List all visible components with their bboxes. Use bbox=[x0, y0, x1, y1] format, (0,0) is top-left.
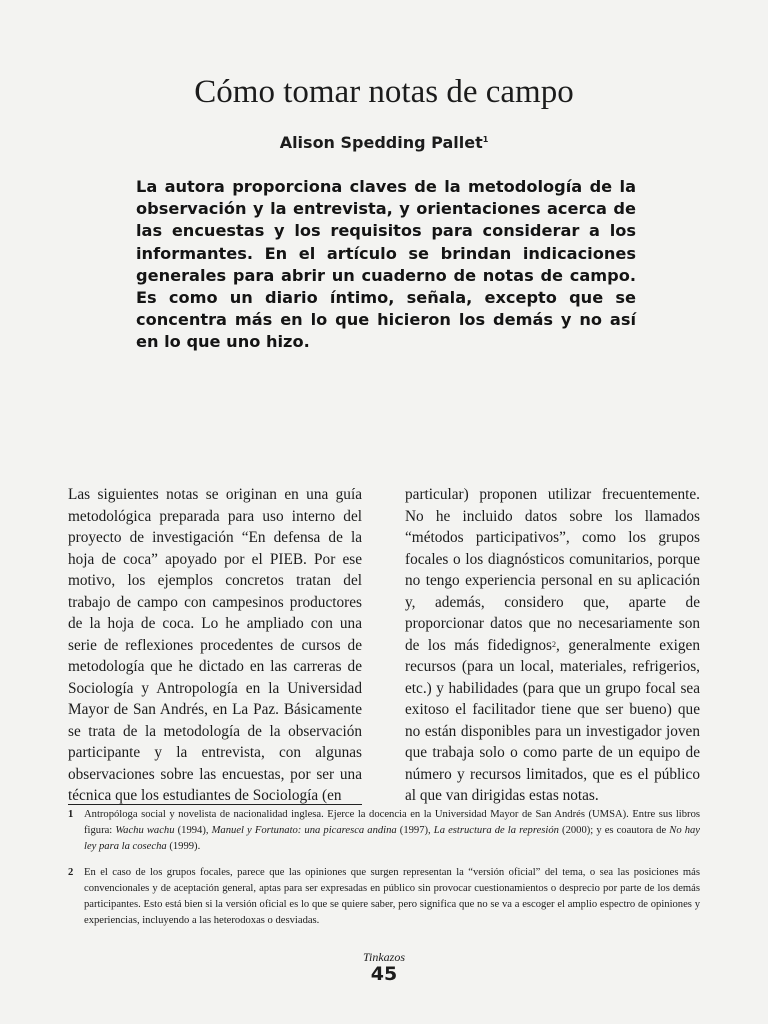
author-footnote-mark: 1 bbox=[482, 135, 489, 144]
footnote-segment: (2000); y es coautora de bbox=[558, 825, 670, 836]
book-title: La estructura de la represión bbox=[433, 825, 559, 836]
footnote-segment: (1994), bbox=[174, 825, 212, 836]
article-author bbox=[0, 133, 768, 152]
publication-name: Tinkazos bbox=[362, 950, 405, 964]
footnote-number: 1 bbox=[68, 809, 74, 820]
body-column-left: Las siguientes notas se originan en una guía metodológica preparada para uso interno del proyecto de investigación “En defensa de la hoja de coca” apoyado por el PIEB. Por ese motivo, los ejemplos concretos tratan del trabajo de campo con campesinos productores de la hoja de coca. Lo he ampliado con una serie de reflexiones procedentes de cursos de metodología que he dictado en las carreras de Sociología y Antropología en la Universidad Mayor de San Andrés, en La Paz. Básicamente se trata de la metodología de la observación participante y la entrevista, con algunas observaciones sobre las encuestas, por ser una técnica que los estudiantes de Sociología (en bbox=[68, 486, 362, 804]
page-number: 45 bbox=[370, 963, 398, 985]
article-abstract: La autora proporciona claves de la metodología de la observación y la entrevista, y orientaciones acerca de las encuestas y los requisitos para considerar a los informantes. En el artículo se brindan indicaciones generales para abrir un cuaderno de notas de campo. Es como un diario íntimo, señala, excepto que se concentra más en lo que hicieron los demás y no así en lo que uno hizo. bbox=[136, 177, 636, 352]
body-right-text-1: particular) proponen utilizar frecuentemente. No he incluido datos sobre los llamados “métodos participativos”, como los grupos focales o los diagnósticos comunitarios, porque no tengo experiencia personal en su aplicación y, además, considero que, aparte de proporcionar datos que no necesariamente son de los más fidedignos bbox=[405, 486, 700, 654]
footnotes bbox=[68, 807, 700, 939]
footnote-divider bbox=[68, 804, 362, 805]
body-right-text-2: , generalmente exigen recursos (para un local, materiales, refrigerios, etc.) y habilidades (para que un grupo focal sea exitoso el facilitador tiene que ser bueno) que no están disponibles para un investigador joven que trabaja solo o como parte de un equipo de número y recursos limitados, que es el público al que van dirigidas estas notas. bbox=[405, 636, 700, 804]
footnote-text: En el caso de los grupos focales, parece que las opiniones que surgen representan la “versión oficial” del tema, o sea las posiciones más convencionales y de aceptación general, aptas para ser expresadas en público sin provocar cuestionamientos o desprecio por parte de los demás participantes. Esto está bien si la versión oficial es lo que se quiere saber, pero significa que no se va a escoger el amplio espectro de opiniones y experiencias, incluyendo a las heterodoxas o desviadas. bbox=[84, 867, 700, 926]
footnote-number: 2 bbox=[68, 867, 74, 878]
body-column-right bbox=[405, 484, 700, 807]
book-title: No hay ley para la cosecha bbox=[84, 825, 700, 852]
article-title: Cómo tomar notas de campo bbox=[194, 74, 574, 110]
footnote-segment: Antropóloga social y novelista de nacionalidad inglesa. Ejerce la docencia en la Universidad Mayor de San Andrés (UMSA). Entre sus libros figura: bbox=[84, 809, 700, 836]
footnote-segment: (1997), bbox=[396, 825, 434, 836]
book-title: Manuel y Fortunato: una picaresca andina bbox=[211, 825, 397, 836]
footnote-segment: (1999). bbox=[166, 841, 201, 852]
footnote-2 bbox=[68, 865, 700, 929]
footnote-1 bbox=[68, 807, 700, 855]
footnote-text bbox=[84, 807, 700, 855]
footnote-ref-2: 2 bbox=[552, 639, 557, 649]
author-name: Alison Spedding Pallet bbox=[279, 133, 483, 152]
book-title: Wachu wachu bbox=[115, 825, 175, 836]
